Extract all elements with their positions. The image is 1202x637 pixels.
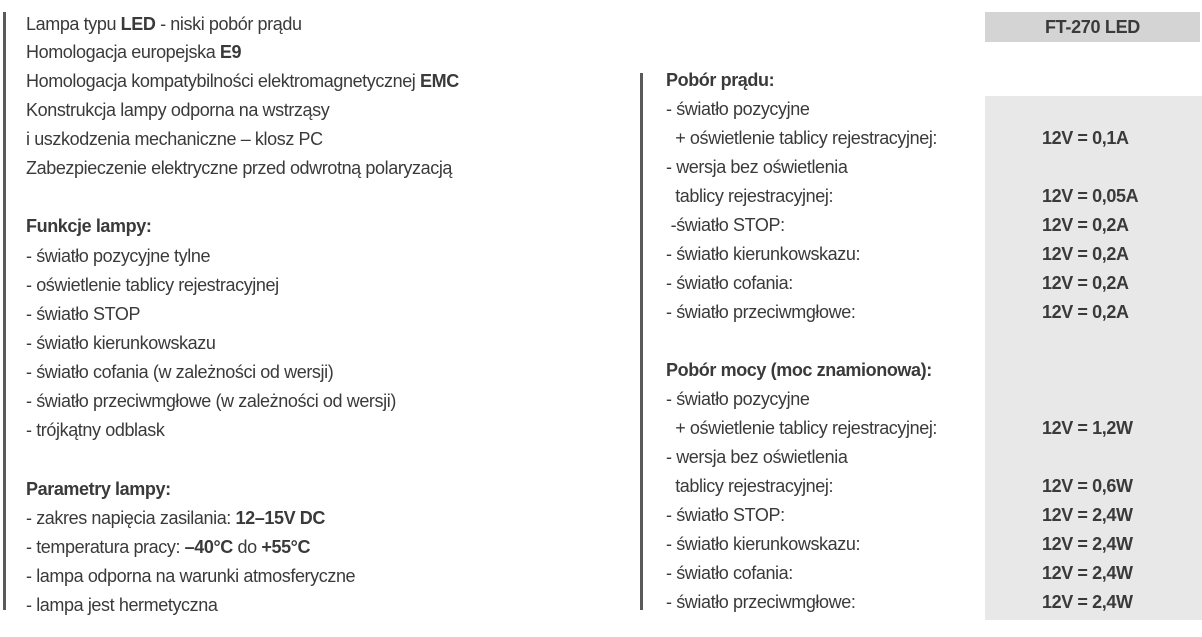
power-row-label: + oświetlenie tablicy rejestracyjnej:	[666, 418, 938, 438]
function-item: - światło STOP	[26, 304, 141, 324]
power-row-value: 12V = 2,4W	[1042, 505, 1133, 525]
current-row-label: - światło kierunkowskazu:	[666, 244, 861, 264]
power-row-value: 12V = 1,2W	[1042, 418, 1133, 438]
parameter-temperature: - temperatura pracy: –40°C do +55°C	[26, 537, 311, 557]
parameter-item: - lampa jest hermetyczna	[26, 595, 218, 615]
feature-line: Homologacja europejska E9	[26, 42, 242, 62]
functions-heading: Funkcje lampy:	[26, 216, 152, 236]
function-item: - światło kierunkowskazu	[26, 333, 216, 353]
power-row-label: - światło STOP:	[666, 505, 785, 525]
current-row-value: 12V = 0,2A	[1042, 302, 1129, 322]
current-row-label: tablicy rejestracyjnej:	[666, 186, 834, 206]
current-heading: Pobór prądu:	[666, 70, 775, 90]
current-row-label: - światło pozycyjne	[666, 99, 810, 119]
feature-line: i uszkodzenia mechaniczne – klosz PC	[26, 129, 323, 149]
feature-line: Homologacja kompatybilności elektromagnetycznej EMC	[26, 71, 459, 91]
function-item: - światło cofania (w zależności od wersji)	[26, 362, 334, 382]
parameter-voltage: - zakres napięcia zasilania: 12–15V DC	[26, 508, 325, 528]
current-row-label: + oświetlenie tablicy rejestracyjnej:	[666, 128, 938, 148]
power-row-value: 12V = 2,4W	[1042, 534, 1133, 554]
power-row-value: 12V = 0,6W	[1042, 476, 1133, 496]
parameter-item: - lampa odporna na warunki atmosferyczne	[26, 566, 356, 586]
function-item: - oświetlenie tablicy rejestracyjnej	[26, 275, 279, 295]
feature-line: Konstrukcja lampy odporna na wstrząsy	[26, 100, 330, 120]
feature-line: Zabezpieczenie elektryczne przed odwrotną polaryzacją	[26, 158, 453, 178]
model-header	[985, 12, 1200, 42]
power-row-label: - światło cofania:	[666, 563, 793, 583]
power-heading: Pobór mocy (moc znamionowa):	[666, 360, 932, 380]
current-row-value: 12V = 0,05A	[1042, 186, 1139, 206]
parameters-heading: Parametry lampy:	[26, 479, 171, 499]
model-name: FT-270 LED	[1044, 16, 1141, 37]
middle-divider	[640, 73, 643, 610]
current-row-label: - światło przeciwmgłowe:	[666, 302, 856, 322]
current-row-label: -światło STOP:	[666, 215, 785, 235]
power-row-value: 12V = 2,4W	[1042, 563, 1133, 583]
current-row-value: 12V = 0,2A	[1042, 244, 1129, 264]
power-row-label: tablicy rejestracyjnej:	[666, 476, 834, 496]
function-item: - trójkątny odblask	[26, 420, 165, 440]
power-row-label: - światło przeciwmgłowe:	[666, 592, 856, 612]
feature-line: Lampa typu LED - niski pobór prądu	[26, 14, 302, 34]
power-row-label: - światło kierunkowskazu:	[666, 534, 861, 554]
current-row-label: - wersja bez oświetlenia	[666, 157, 848, 177]
function-item: - światło przeciwmgłowe (w zależności od wersji)	[26, 391, 396, 411]
power-row-label: - światło pozycyjne	[666, 389, 810, 409]
function-item: - światło pozycyjne tylne	[26, 246, 211, 266]
current-row-label: - światło cofania:	[666, 273, 793, 293]
left-divider	[3, 12, 6, 610]
power-row-label: - wersja bez oświetlenia	[666, 447, 848, 467]
power-row-value: 12V = 2,4W	[1042, 592, 1133, 612]
current-row-value: 12V = 0,2A	[1042, 273, 1129, 293]
current-row-value: 12V = 0,1A	[1042, 128, 1129, 148]
current-row-value: 12V = 0,2A	[1042, 215, 1129, 235]
